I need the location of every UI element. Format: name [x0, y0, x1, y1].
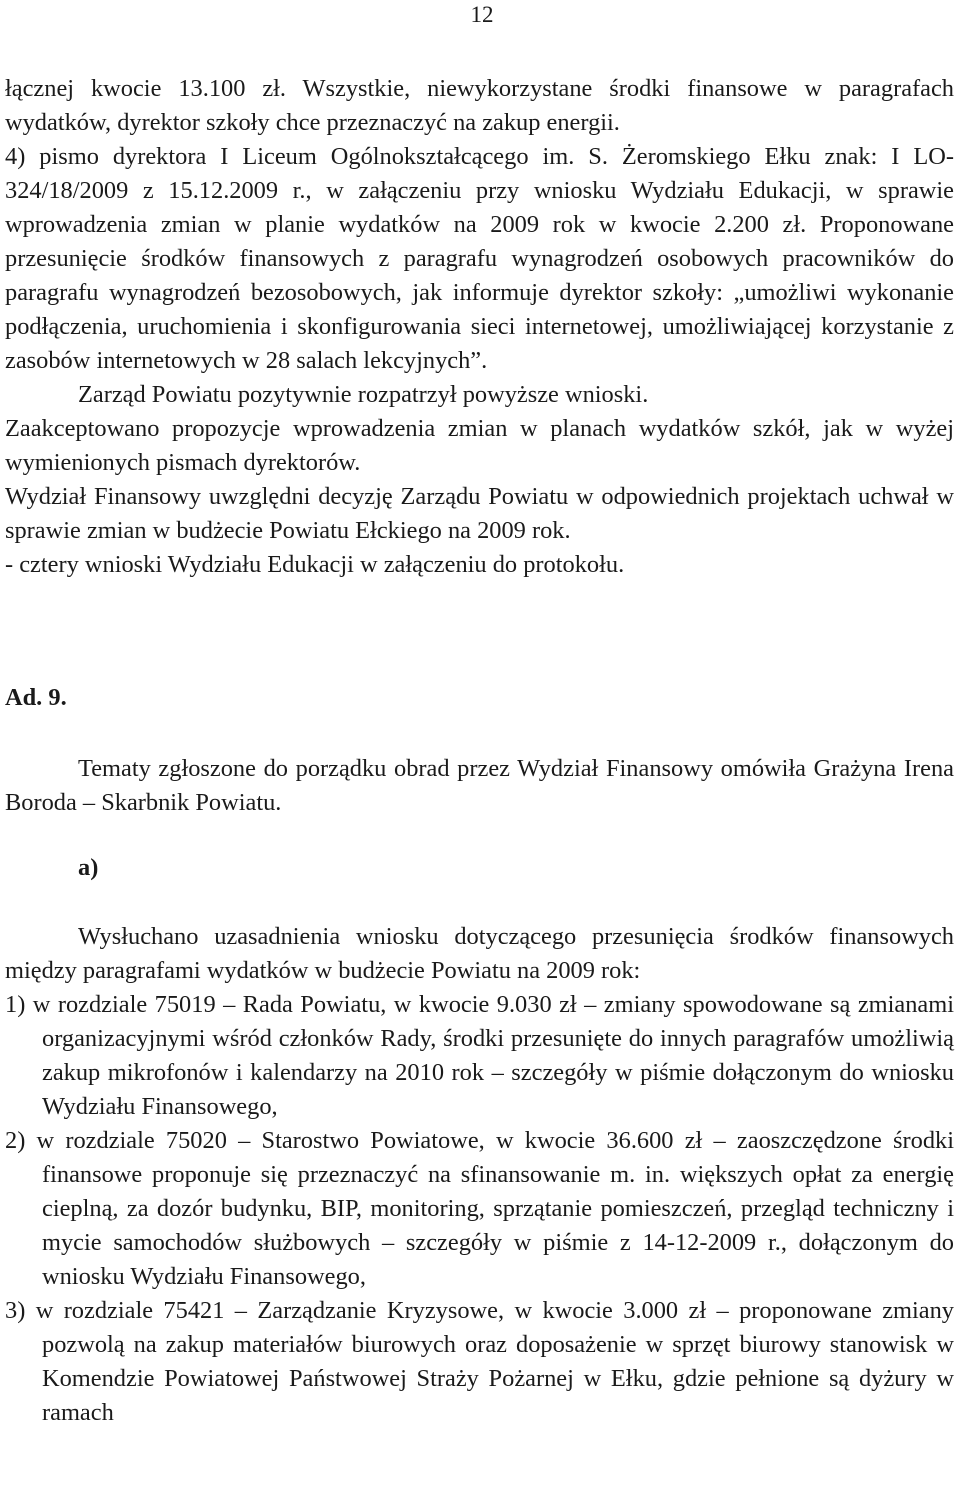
section-1 [5, 72, 954, 582]
list-item-1: 1) w rozdziale 75019 – Rada Powiatu, w kwocie 9.030 zł – zmiany spowodowane są zmianami organizacyjnymi wśród członków Rady, środki przesunięte do innych paragrafów umożliwią zakup mikrofonów i kalendarzy na 2010 rok – szczegóły w piśmie dołączonym do wniosku Wydziału Finansowego, [5, 991, 954, 1120]
paragraph-item-4: 4) pismo dyrektora I Liceum Ogólnokształcącego im. S. Żeromskiego Ełku znak: I LO-324/18/2009 z 15.12.2009 r., w załączeniu przy wniosku Wydziału Edukacji, w sprawie wprowadzenia zmian w planie wydatków na 2009 rok w kwocie 2.200 zł. Proponowane przesunięcie środków finansowych z paragrafu wynagrodzeń osobowych pracowników do paragrafu wynagrodzeń bezosobowych, jak informuje dyrektor szkoły: „umożliwi wykonanie podłączenia, uruchomienia i skonfigurowania sieci internetowej, umożliwiającej korzystanie z zasobów internetowych w 28 salach lekcyjnych”. [5, 143, 954, 374]
list-item-3: 3) w rozdziale 75421 – Zarządzanie Kryzysowe, w kwocie 3.000 zł – proponowane zmiany pozwolą na zakup materiałów biurowych oraz doposażenie w sprzęt biurowy stanowisk w Komendzie Powiatowej Państwowej Straży Pożarnej w Ełku, gdzie pełnione są dyżury w ramach [5, 1297, 954, 1426]
subsection-a-heading: a) [78, 854, 99, 881]
subsection-a-block [5, 920, 954, 1430]
ad9-intro-block [5, 752, 954, 820]
paragraph-attachment-note: - cztery wnioski Wydziału Edukacji w załączeniu do protokołu. [5, 551, 625, 578]
paragraph-board-decision: Zarząd Powiatu pozytywnie rozpatrzył powyższe wnioski. [78, 381, 649, 408]
ad9-heading: Ad. 9. [5, 684, 67, 711]
subsection-a-intro: Wysłuchano uzasadnienia wniosku dotyczącego przesunięcia środków finansowych między paragrafami wydatków w budżecie Powiatu na 2009 rok: [5, 923, 954, 984]
ad9-intro: Tematy zgłoszone do porządku obrad przez Wydział Finansowy omówiła Grażyna Irena Boroda – Skarbnik Powiatu. [5, 755, 954, 816]
list-item-2: 2) w rozdziale 75020 – Starostwo Powiatowe, w kwocie 36.600 zł – zaoszczędzone środki finansowe proponuje się przeznaczyć na sfinansowanie m. in. większych opłat za energię cieplną, za dozór budynku, BIP, monitoring, sprzątanie pomieszczeń, przegląd techniczny i mycie samochodów służbowych – szczegóły w piśmie z 14-12-2009 r., dołączonym do wniosku Wydziału Finansowego, [5, 1127, 954, 1290]
paragraph-finance-dept: Wydział Finansowy uwzględni decyzję Zarządu Powiatu w odpowiednich projektach uchwał w sprawie zmian w budżecie Powiatu Ełckiego na 2009 rok. [5, 483, 954, 544]
page-number: 12 [470, 2, 494, 27]
paragraph-continuation: łącznej kwocie 13.100 zł. Wszystkie, niewykorzystane środki finansowe w paragrafach wydatków, dyrektor szkoły chce przeznaczyć na zakup energii. [5, 75, 954, 136]
paragraph-accepted: Zaakceptowano propozycje wprowadzenia zmian w planach wydatków szkół, jak w wyżej wymienionych pismach dyrektorów. [5, 415, 954, 476]
